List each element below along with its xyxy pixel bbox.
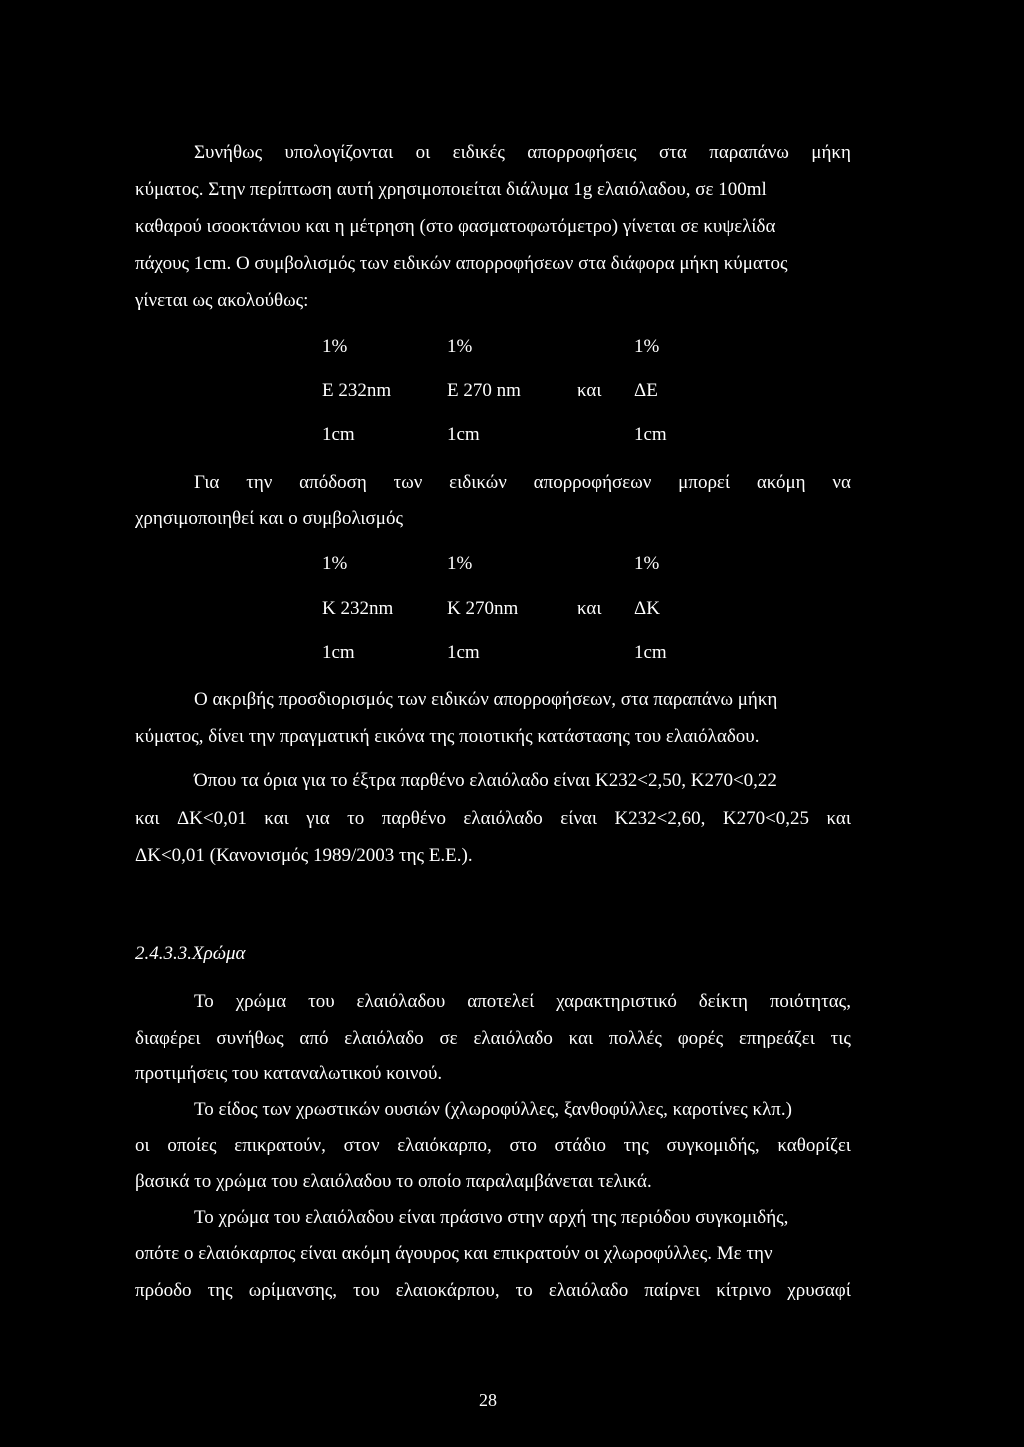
word: ποιότητας, xyxy=(769,991,851,1012)
word: το xyxy=(347,808,365,829)
and-word: και xyxy=(577,380,602,401)
word: από xyxy=(299,1028,329,1049)
word: συνήθως xyxy=(216,1028,284,1049)
word: απορροφήσεων xyxy=(533,472,652,493)
e232-percent: 1% xyxy=(322,336,348,357)
word: απόδοση xyxy=(299,472,367,493)
paragraph-6-line-2 xyxy=(135,1136,851,1155)
word: και xyxy=(826,808,851,829)
word: παίρνει xyxy=(644,1280,701,1301)
page-number: 28 xyxy=(479,1390,497,1410)
paragraph-1-line-5: γίνεται ως ακολούθως: xyxy=(135,290,309,311)
word: καθορίζει xyxy=(777,1135,851,1156)
word: Συνήθως xyxy=(194,142,263,163)
word: συγκομιδής, xyxy=(666,1135,760,1156)
paragraph-6-line-3: βασικά το χρώμα του ελαιόλαδου το οποίο παραλαμβάνεται τελικά. xyxy=(135,1171,652,1192)
paragraph-1-line-1 xyxy=(194,143,851,162)
paragraph-4-line-2 xyxy=(135,809,851,828)
word: ωρίμανσης, xyxy=(248,1280,338,1301)
k232-cm: 1cm xyxy=(322,642,355,663)
paragraph-4-line-1: Όπου τα όρια για το έξτρα παρθένο ελαιόλαδο είναι K232<2,50, K270<0,22 xyxy=(194,770,777,791)
word: υπολογίζονται xyxy=(284,142,394,163)
paragraph-3-line-1: Ο ακριβής προσδιορισμός των ειδικών απορροφήσεων, στα παραπάνω μήκη xyxy=(194,689,778,710)
word: να xyxy=(832,472,851,493)
word: ελαιόλαδο xyxy=(344,1028,424,1049)
word: είναι xyxy=(560,808,597,829)
word: και xyxy=(135,808,160,829)
e270-symbol: E 270 nm xyxy=(447,380,521,401)
word: παρθένο xyxy=(381,808,446,829)
paragraph-7-line-3 xyxy=(135,1281,851,1300)
word: ΔK<0,01 xyxy=(176,808,247,829)
paragraph-1-line-2: κύματος. Στην περίπτωση αυτή χρησιμοποιείται διάλυμα 1g ελαιόλαδου, σε 100ml xyxy=(135,179,767,200)
word: κίτρινο xyxy=(716,1280,772,1301)
word: επικρατούν, xyxy=(234,1135,326,1156)
word: Το xyxy=(194,991,214,1012)
word: και xyxy=(568,1028,594,1049)
word: ελαιόκαρπο, xyxy=(397,1135,492,1156)
word: μήκη xyxy=(811,142,851,163)
word: ελαιόλαδου xyxy=(356,991,446,1012)
word: στα xyxy=(658,142,687,163)
word: K270<0,25 xyxy=(722,808,810,829)
word: και xyxy=(264,808,289,829)
paragraph-2-line-2: χρησιμοποιηθεί και ο συμβολισμός xyxy=(135,508,403,529)
word: χαρακτηριστικό xyxy=(556,991,677,1012)
word: των xyxy=(393,472,423,493)
paragraph-1-line-3: καθαρού ισοοκτάνιου και η μέτρηση (στο φασματοφωτόμετρο) γίνεται σε κυψελίδα xyxy=(135,216,776,237)
word: την xyxy=(246,472,273,493)
paragraph-5-line-1 xyxy=(194,992,851,1011)
e232-cm: 1cm xyxy=(322,424,355,445)
word: αποτελεί xyxy=(467,991,535,1012)
paragraph-4-line-3: ΔK<0,01 (Κανονισμός 1989/2003 της Ε.Ε.). xyxy=(135,845,473,866)
word: τις xyxy=(830,1028,851,1049)
word: πρόοδο xyxy=(135,1280,192,1301)
word: χρυσαφί xyxy=(787,1280,851,1301)
word: φορές xyxy=(677,1028,724,1049)
word: απορροφήσεις xyxy=(527,142,637,163)
paragraph-5-line-3: προτιμήσεις του καταναλωτικού κοινού. xyxy=(135,1063,443,1084)
k232-symbol: K 232nm xyxy=(322,598,394,619)
word: στάδιο xyxy=(554,1135,606,1156)
word: ελαιόλαδο xyxy=(548,1280,629,1301)
word: της xyxy=(623,1135,649,1156)
k270-percent: 1% xyxy=(447,553,473,574)
paragraph-7-line-2: οπότε ο ελαιόκαρπος είναι ακόμη άγουρος και επικρατούν οι χλωροφύλλες. Με την xyxy=(135,1243,773,1264)
paragraph-3-line-2: κύματος, δίνει την πραγματική εικόνα της ποιοτικής κατάστασης του ελαιόλαδου. xyxy=(135,726,760,747)
word: σε xyxy=(439,1028,458,1049)
word: του xyxy=(353,1280,380,1301)
word: ειδικές xyxy=(452,142,505,163)
word: το xyxy=(515,1280,533,1301)
delta-e-percent: 1% xyxy=(634,336,660,357)
e270-percent: 1% xyxy=(447,336,473,357)
word: στον xyxy=(343,1135,380,1156)
word: δείκτη xyxy=(698,991,748,1012)
word: επηρεάζει xyxy=(738,1028,815,1049)
paragraph-2-line-1 xyxy=(194,473,851,492)
word: για xyxy=(306,808,330,829)
word: χρώμα xyxy=(235,991,287,1012)
word: οποίες xyxy=(167,1135,217,1156)
word: K232<2,60, xyxy=(614,808,706,829)
word: ακόμη xyxy=(756,472,806,493)
k270-symbol: K 270nm xyxy=(447,598,519,619)
word: παραπάνω xyxy=(709,142,789,163)
word: διαφέρει xyxy=(135,1028,201,1049)
section-heading: 2.4.3.3.Χρώμα xyxy=(135,943,246,964)
e232-symbol: E 232nm xyxy=(322,380,392,401)
delta-k-cm: 1cm xyxy=(634,642,667,663)
paragraph-5-line-2 xyxy=(135,1029,851,1048)
delta-e-cm: 1cm xyxy=(634,424,667,445)
word: ειδικών xyxy=(449,472,507,493)
delta-k-percent: 1% xyxy=(634,553,660,574)
delta-e-symbol: ΔE xyxy=(634,380,658,401)
word: της xyxy=(207,1280,233,1301)
and-word: και xyxy=(577,598,602,619)
word: οι xyxy=(135,1135,150,1156)
word: οι xyxy=(415,142,431,163)
word: στο xyxy=(509,1135,537,1156)
word: ελαιοκάρπου, xyxy=(395,1280,500,1301)
word: μπορεί xyxy=(678,472,731,493)
word: ελαιόλαδο xyxy=(463,808,543,829)
word: πολλές xyxy=(608,1028,662,1049)
paragraph-7-line-1: Το χρώμα του ελαιόλαδου είναι πράσινο στην αρχή της περιόδου συγκομιδής, xyxy=(194,1207,789,1228)
word: ελαιόλαδο xyxy=(473,1028,553,1049)
paragraph-6-line-1: Το είδος των χρωστικών ουσιών (χλωροφύλλες, ξανθοφύλλες, καροτίνες κλπ.) xyxy=(194,1099,792,1120)
k232-percent: 1% xyxy=(322,553,348,574)
word: Για xyxy=(194,472,220,493)
delta-k-symbol: ΔK xyxy=(634,598,660,619)
k270-cm: 1cm xyxy=(447,642,480,663)
e270-cm: 1cm xyxy=(447,424,480,445)
paragraph-1-line-4: πάχους 1cm. Ο συμβολισμός των ειδικών απορροφήσεων στα διάφορα μήκη κύματος xyxy=(135,253,788,274)
word: του xyxy=(308,991,335,1012)
